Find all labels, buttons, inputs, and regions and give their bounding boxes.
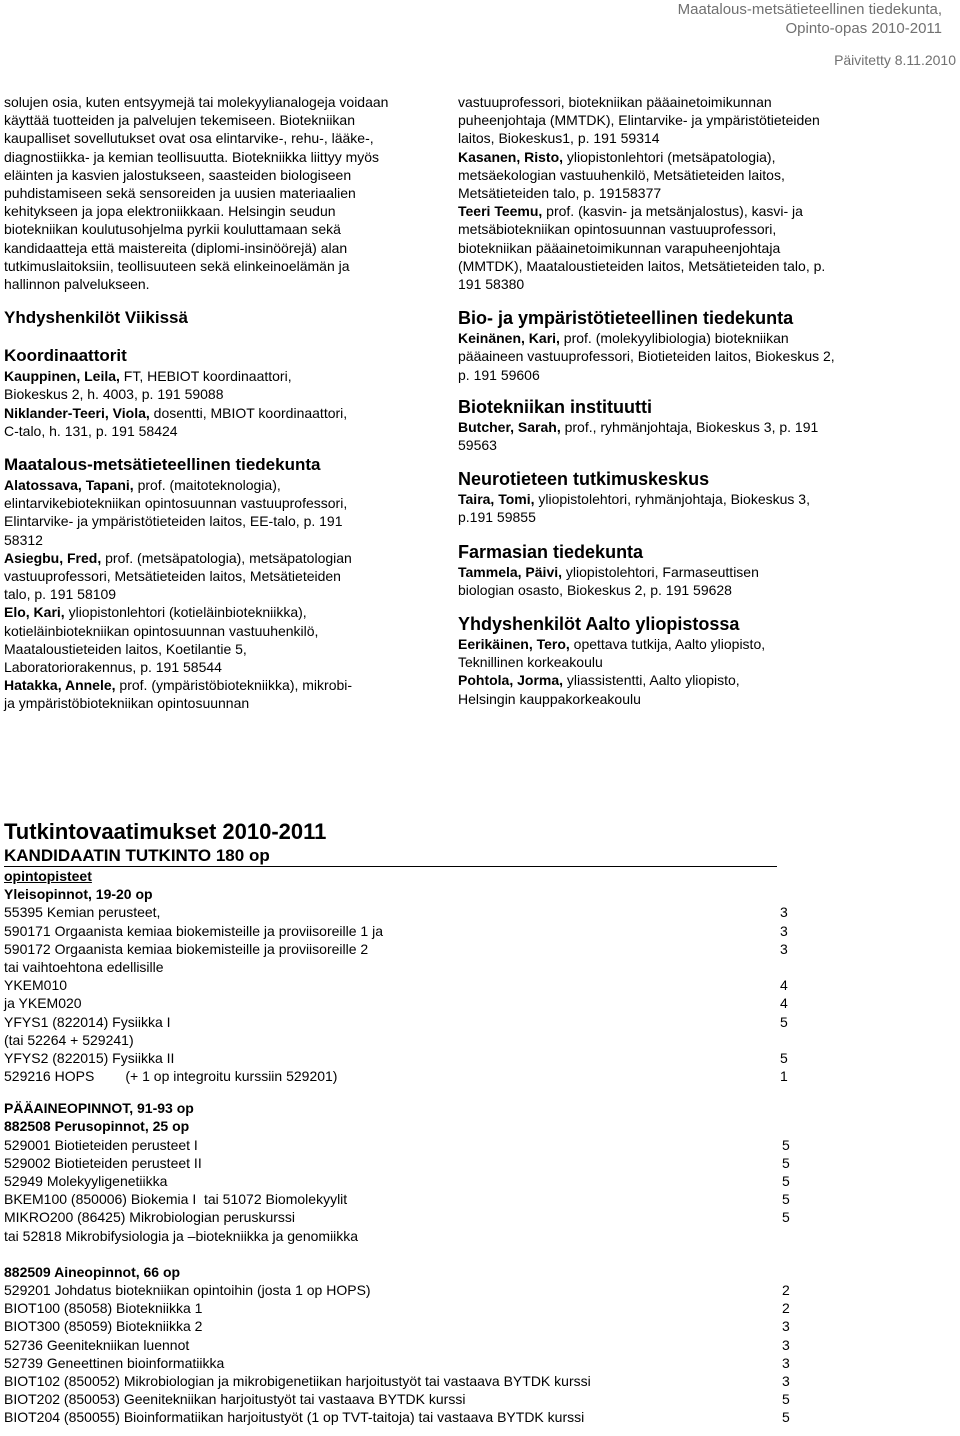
contact-details: prof. (ympäristöbiotekniikka), mikrobi- ja ympäristöbiotekniikan opintosuunnan xyxy=(4,677,353,712)
contact-entry xyxy=(4,476,366,549)
course-row xyxy=(4,1067,944,1085)
contact-entry xyxy=(4,603,366,676)
course-row xyxy=(4,1227,944,1245)
contact-name: Keinänen, Kari, xyxy=(458,330,560,347)
course-name: 52739 Geneettinen bioinformatiikka xyxy=(4,1354,225,1371)
contact-name: Asiegbu, Fred, xyxy=(4,549,102,566)
course-row xyxy=(4,958,944,976)
course-credits: 5 xyxy=(782,1154,790,1171)
course-row xyxy=(4,1031,944,1049)
intermediate-course-list xyxy=(4,1281,944,1427)
contact-name: Eerikäinen, Tero, xyxy=(458,636,570,653)
course-name: ja YKEM020 xyxy=(4,995,82,1012)
course-row xyxy=(4,1172,944,1190)
course-row xyxy=(4,1154,944,1172)
course-name: YFYS1 (822014) Fysiikka I xyxy=(4,1013,171,1030)
course-row xyxy=(4,903,944,921)
pharmacy-heading: Farmasian tiedekunta xyxy=(458,541,644,562)
degree-subtitle: KANDIDAATIN TUTKINTO 180 op xyxy=(4,846,777,867)
course-name: BIOT204 (850055) Bioinformatiikan harjoitustyöt (1 op TVT-taitoja) tai vastaava BYTDK kurssi xyxy=(4,1409,585,1426)
course-row xyxy=(4,1390,944,1408)
contact-entry xyxy=(458,563,818,599)
course-row xyxy=(4,1317,944,1335)
course-name: 590172 Orgaanista kemiaa biokemisteille ja proviisoreille 2 xyxy=(4,940,369,957)
degree-title: Tutkintovaatimukset 2010-2011 xyxy=(4,819,327,844)
credits-heading: opintopisteet xyxy=(4,868,92,884)
course-credits: 5 xyxy=(782,1136,790,1153)
institute-heading: Biotekniikan instituutti xyxy=(458,396,653,417)
header-faculty: Maatalous-metsätieteellinen tiedekunta, xyxy=(677,1,942,18)
contact-details: dosentti, MBIOT koordinaattori, C-talo, h. 131, p. 191 58424 xyxy=(4,404,348,439)
course-credits: 3 xyxy=(782,1318,790,1335)
contact-name: Kasanen, Risto, xyxy=(458,148,564,165)
contact-entry xyxy=(458,329,843,384)
course-name: 590171 Orgaanista kemiaa biokemisteille ja proviisoreille 1 ja xyxy=(4,922,383,939)
contact-name: Taira, Tomi, xyxy=(458,491,535,508)
contact-details: prof. (maitoteknologia), elintarvikebiotekniikan opintosuunnan vastuuprofessori, Elintarvike- ja ympäristötieteiden laitos, EE-talo, p. 191 58312 xyxy=(4,477,348,548)
course-name: 529216 HOPS (+ 1 op integroitu kurssiin 529201) xyxy=(4,1068,338,1085)
course-row xyxy=(4,1049,944,1067)
contact-entry xyxy=(4,367,354,403)
contact-entry xyxy=(4,549,366,604)
course-row xyxy=(4,922,944,940)
course-row xyxy=(4,1013,944,1031)
course-name: YFYS2 (822015) Fysiikka II xyxy=(4,1049,175,1066)
running-header xyxy=(678,0,942,38)
course-row xyxy=(4,1354,944,1372)
contact-entry xyxy=(458,635,818,671)
contact-continued: vastuuprofessori, biotekniikan pääainetoimikunnan puheenjohtaja (MMTDK), Elintarvike- ja ympäristötieteiden laitos, Biokeskus1, p. 191 59314 xyxy=(458,94,820,147)
contact-details: prof. (metsäpatologia), metsäpatologian vastuuprofessori, Metsätieteiden laitos, Metsätieteiden talo, p. 191 58109 xyxy=(4,549,352,603)
coordinators-heading: Koordinaattorit xyxy=(4,346,127,366)
neuro-heading: Neurotieteen tutkimuskeskus xyxy=(458,469,710,490)
course-credits: 2 xyxy=(782,1300,790,1317)
course-credits: 5 xyxy=(782,1391,790,1408)
contact-name: Pohtola, Jorma, xyxy=(458,672,564,689)
course-name: BKEM100 (850006) Biokemia I tai 51072 Biomolekyylit xyxy=(4,1191,348,1208)
general-course-list xyxy=(4,903,944,1085)
contact-name: Butcher, Sarah, xyxy=(458,418,561,435)
course-name: tai vaihtoehtona edellisille xyxy=(4,958,164,975)
header-guide: Opinto-opas 2010-2011 xyxy=(785,20,942,37)
course-credits: 5 xyxy=(780,1013,788,1030)
contact-name: Elo, Kari, xyxy=(4,604,65,621)
contact-entry xyxy=(458,418,843,454)
course-credits: 3 xyxy=(780,904,788,921)
course-row xyxy=(4,1208,944,1226)
right-column xyxy=(458,93,898,708)
course-name: 52736 Geenitekniikan luennot xyxy=(4,1336,190,1353)
contact-name: Hatakka, Annele, xyxy=(4,677,116,694)
course-name: MIKRO200 (86425) Mikrobiologian peruskurssi xyxy=(4,1209,296,1226)
course-credits: 1 xyxy=(780,1068,788,1085)
basic-course-list xyxy=(4,1136,944,1245)
intro-paragraph: solujen osia, kuten entsyymejä tai molekyylianalogeja voidaan käyttää tuotteiden ja palvelujen tekemiseen. Biotekniikan kaupalliset sovellutukset ovat osa elintarvike-, rehu-, lääke-, diagnostiikka- ja kemian teollisuutta. Biotekniikka liittyy myös eläinten ja kasvien jalostukseen, saasteiden biologiseen puhdistamiseen sekä sensoreiden ja uusien materiaalien kehitykseen ja jopa elektroniikkaan. Helsingin seudun biotekniikan koulutusohjelma pyrkii kouluttamaan sekä kandidaatteja että maistereita (diplomi-insinöörejä) alan tutkimuslaitoksiin, teollisuuteen sekä elinkeinoelämän ja hallinnon palvelukseen. xyxy=(4,94,389,293)
course-credits: 3 xyxy=(782,1336,790,1353)
course-name: (tai 52264 + 529241) xyxy=(4,1031,134,1048)
contact-details: FT, HEBIOT koordinaattori, Biokeskus 2, h. 4003, p. 191 59088 xyxy=(4,368,292,403)
course-name: BIOT202 (850053) Geenitekniikan harjoitustyöt tai vastaava BYTDK kurssi xyxy=(4,1391,466,1408)
course-credits: 5 xyxy=(780,1049,788,1066)
course-credits: 3 xyxy=(782,1372,790,1389)
course-credits: 2 xyxy=(782,1281,790,1298)
bio-faculty-heading: Bio- ja ympäristötieteellinen tiedekunta xyxy=(458,308,794,329)
contact-entry xyxy=(458,148,843,203)
course-name: BIOT100 (85058) Biotekniikka 1 xyxy=(4,1300,203,1317)
contact-details: yliopistonlehtori (kotieläinbiotekniikka), kotieläinbiotekniikan opintosuunnan vastuuhenkilö, Maataloustieteiden laitos, Koetilantie 5, Laboratoriorakennus, p. 191 58544 xyxy=(4,604,319,676)
contact-entry xyxy=(458,202,843,293)
contact-details: prof. (kasvin- ja metsänjalostus), kasvi- ja metsäbiotekniikan opintosuunnan vastuuprofessori, biotekniikan pääainetoimikunnan varapuheenjohtaja (MMTDK), Maataloustieteiden laitos, Metsätieteiden talo, p. 191 58380 xyxy=(458,203,826,293)
contact-name: Niklander-Teeri, Viola, xyxy=(4,404,150,421)
intermediate-studies-heading: 882509 Aineopinnot, 66 op xyxy=(4,1263,181,1280)
course-row xyxy=(4,1408,944,1426)
course-credits: 5 xyxy=(782,1173,790,1189)
contacts-heading: Yhdyshenkilöt Viikissä xyxy=(4,308,188,328)
course-row xyxy=(4,1281,944,1299)
course-name: BIOT102 (850052) Mikrobiologian ja mikrobigenetiikan harjoitustyöt tai vastaava BYTDK kurssi xyxy=(4,1372,591,1389)
contact-name: Teeri Teemu, xyxy=(458,203,543,220)
course-row xyxy=(4,1190,944,1208)
major-studies-heading: PÄÄAINEOPINNOT, 91-93 op xyxy=(4,1100,194,1117)
updated-date: Päivitetty 8.11.2010 xyxy=(834,52,956,68)
contact-entry xyxy=(4,404,354,440)
course-row xyxy=(4,1336,944,1354)
course-name: 529001 Biotieteiden perusteet I xyxy=(4,1136,198,1153)
course-name: 55395 Kemian perusteet, xyxy=(4,904,161,921)
course-row xyxy=(4,1136,944,1154)
contact-details: yliopistolehtori, ryhmänjohtaja, Biokeskus 3, p.191 59855 xyxy=(458,491,810,526)
contact-name: Tammela, Päivi, xyxy=(458,563,563,580)
contact-details: yliassistentti, Aalto yliopisto, Helsingin kauppakorkeakoulu xyxy=(458,672,740,707)
course-credits: 3 xyxy=(782,1354,790,1371)
contact-name: Alatossava, Tapani, xyxy=(4,477,134,494)
course-name: YKEM010 xyxy=(4,977,68,994)
course-name: BIOT300 (85059) Biotekniikka 2 xyxy=(4,1318,203,1335)
contact-entry xyxy=(458,490,848,526)
faculty-heading: Maatalous-metsätieteellinen tiedekunta xyxy=(4,455,321,475)
contact-entry xyxy=(4,676,366,712)
course-credits: 3 xyxy=(780,940,788,957)
course-credits: 5 xyxy=(782,1209,790,1226)
course-credits: 3 xyxy=(780,922,788,939)
basic-studies-heading: 882508 Perusopinnot, 25 op xyxy=(4,1118,190,1135)
course-row xyxy=(4,940,944,958)
course-name: tai 52818 Mikrobifysiologia ja –biotekniikka ja genomiikka xyxy=(4,1227,359,1244)
general-studies-heading: Yleisopinnot, 19-20 op xyxy=(4,886,153,903)
contact-details: prof. (molekyylibiologia) biotekniikan pääaineen vastuuprofessori, Biotieteiden laitos, Biokeskus 2, p. 191 59606 xyxy=(458,330,835,383)
contact-entry xyxy=(458,671,788,707)
course-name: 529002 Biotieteiden perusteet II xyxy=(4,1154,202,1171)
course-credits: 5 xyxy=(782,1191,790,1208)
contact-details: yliopistolehtori, Farmaseuttisen biologian osasto, Biokeskus 2, p. 191 59628 xyxy=(458,563,759,598)
course-credits: 4 xyxy=(780,977,788,994)
course-row xyxy=(4,1299,944,1317)
course-row xyxy=(4,994,944,1012)
course-row xyxy=(4,976,944,994)
contact-name: Kauppinen, Leila, xyxy=(4,368,120,385)
course-credits: 4 xyxy=(780,995,788,1012)
contact-details: prof., ryhmänjohtaja, Biokeskus 3, p. 191 59563 xyxy=(458,418,819,454)
course-row xyxy=(4,1372,944,1390)
left-column xyxy=(4,93,444,713)
course-name: 529201 Johdatus biotekniikan opintoihin (josta 1 op HOPS) xyxy=(4,1281,371,1298)
course-name: 52949 Molekyyligenetiikka xyxy=(4,1173,168,1189)
contact-details: opettava tutkija, Aalto yliopisto, Teknillinen korkeakoulu xyxy=(458,636,766,671)
contact-details: yliopistonlehtori (metsäpatologia), metsäekologian vastuuhenkilö, Metsätieteiden laitos, Metsätieteiden talo, p. 19158377 xyxy=(458,148,785,202)
course-credits: 5 xyxy=(782,1409,790,1426)
degree-requirements xyxy=(4,818,944,1426)
aalto-heading: Yhdyshenkilöt Aalto yliopistossa xyxy=(458,614,740,635)
